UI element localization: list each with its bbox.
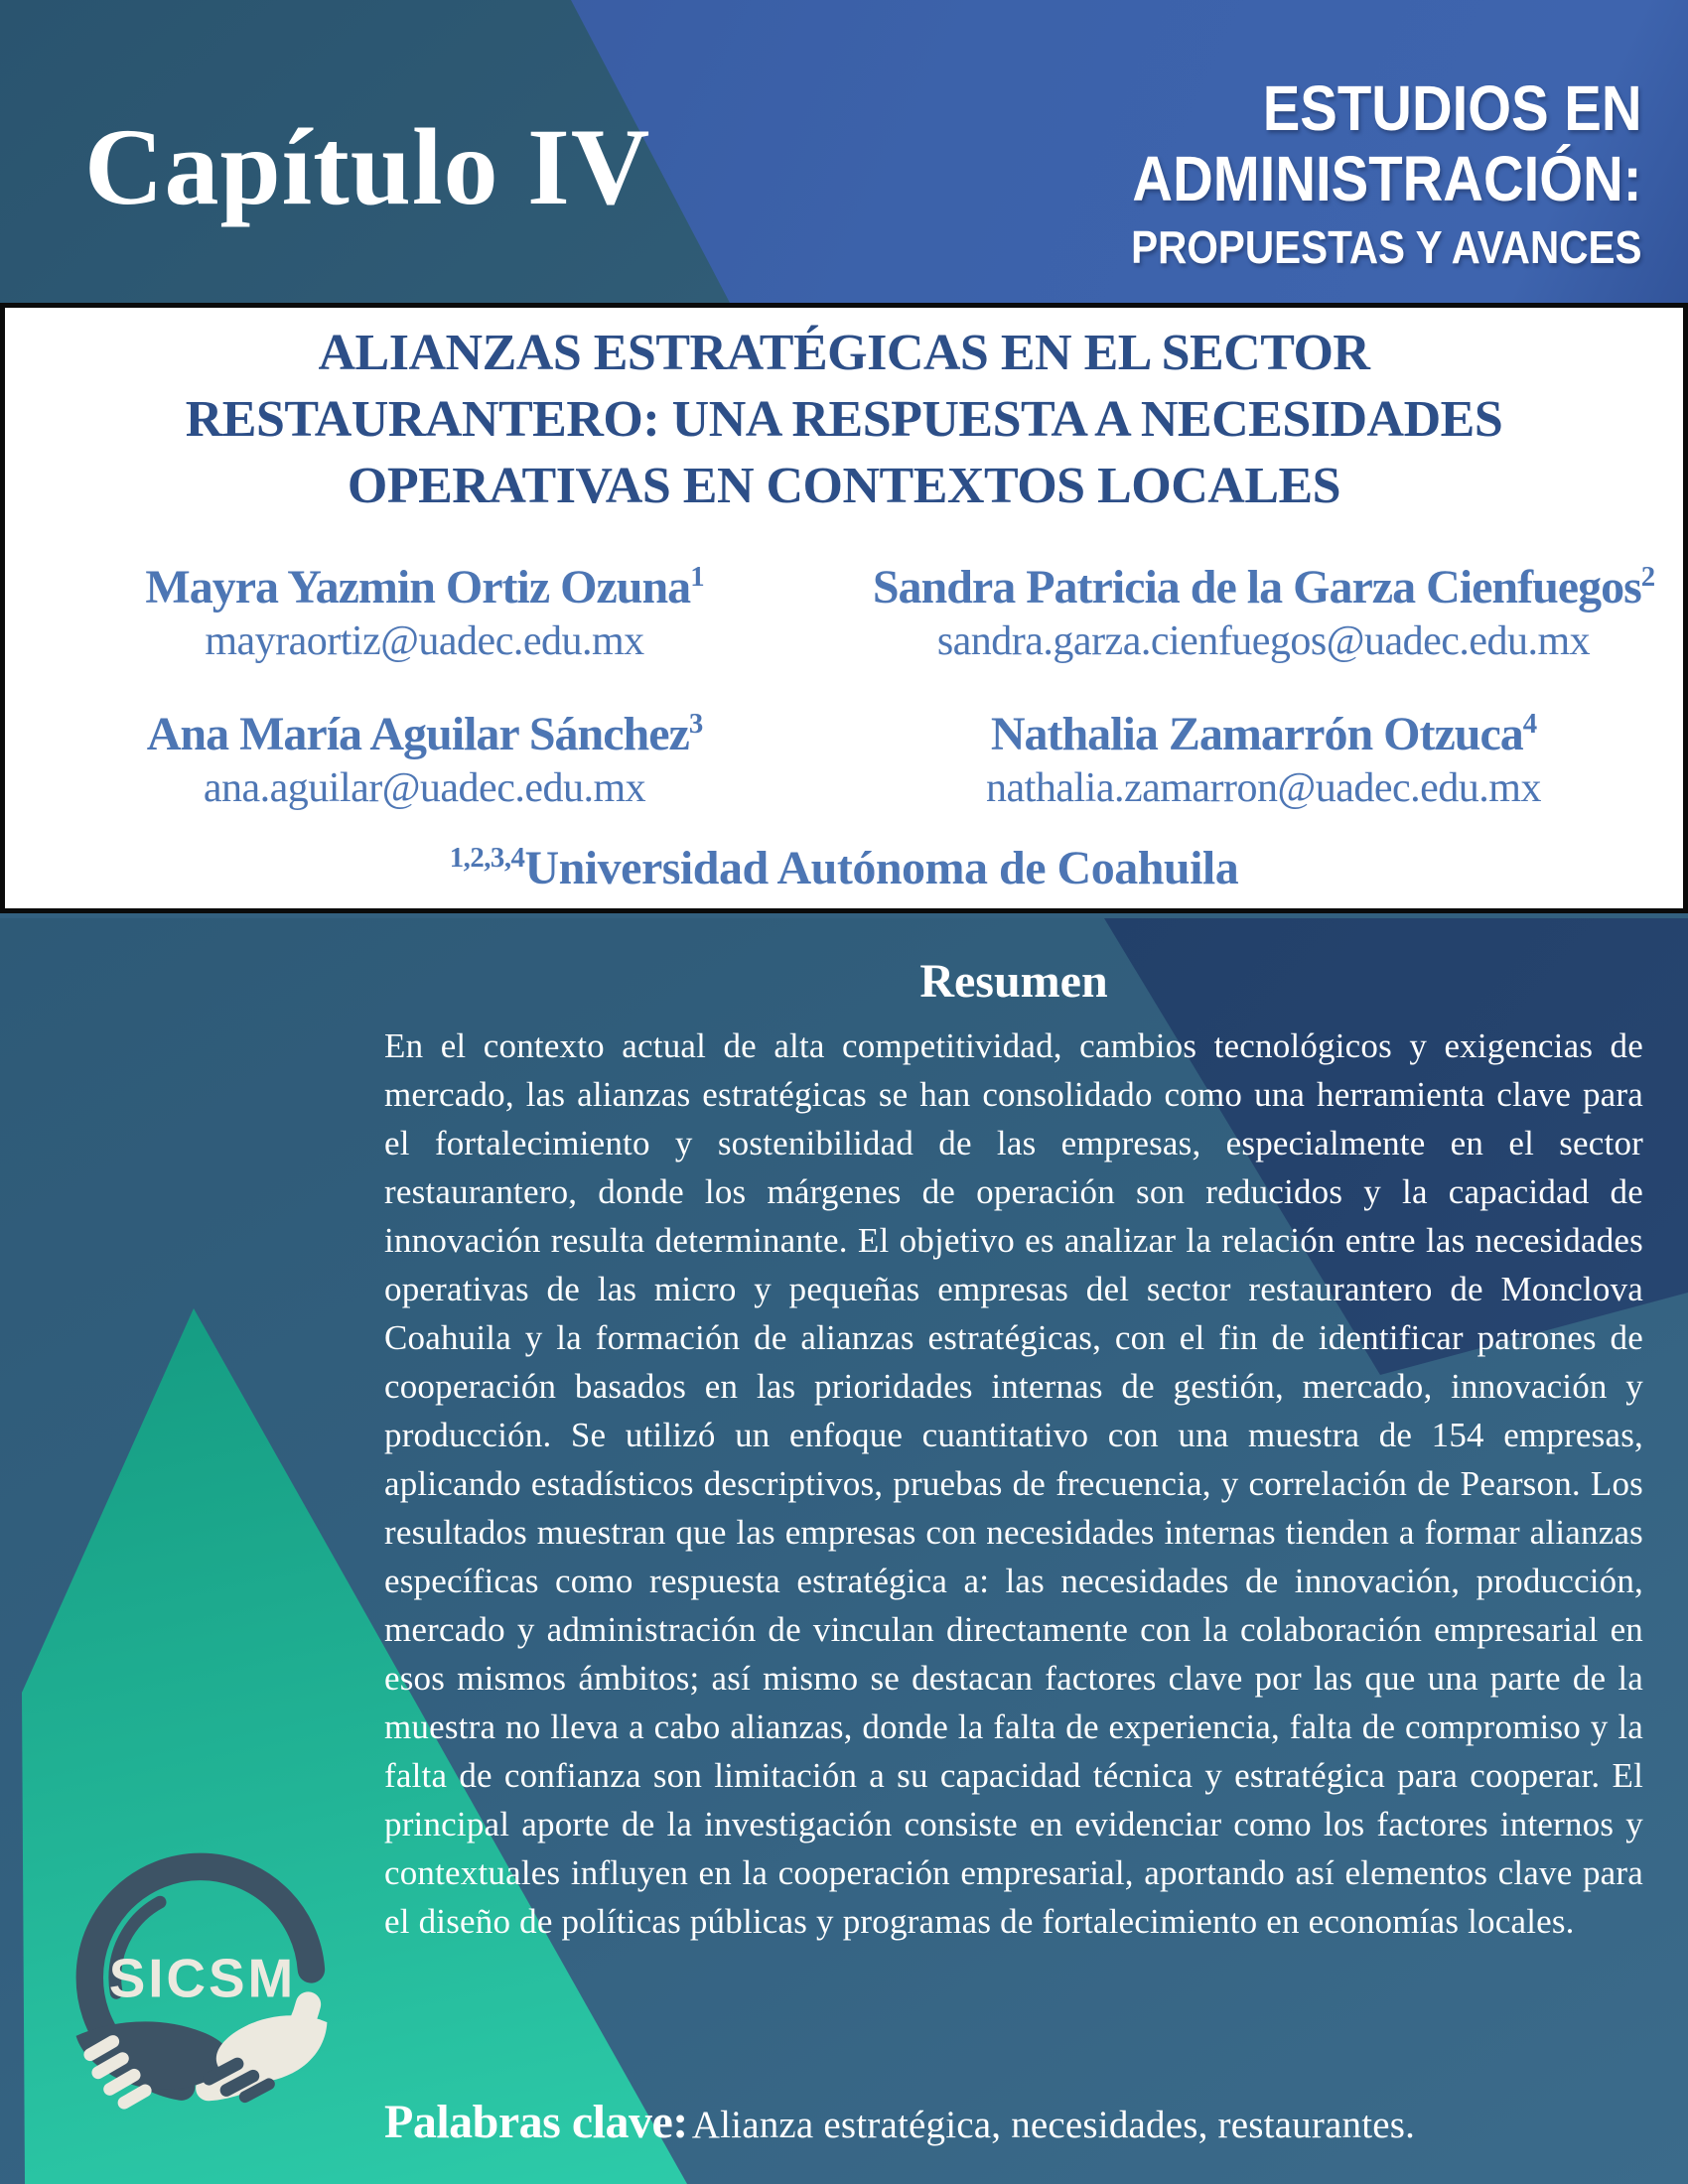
series-title-line: ESTUDIOS EN <box>1263 72 1642 144</box>
author-2 <box>844 551 1683 664</box>
keywords-text <box>692 2104 1415 2146</box>
paper-title <box>5 320 1683 519</box>
keywords-value: Alianza estratégica, necesidades, restaurantes. <box>691 2104 1416 2146</box>
author-name <box>5 698 844 760</box>
author-email: ana.aguilar@uadec.edu.mx <box>203 765 646 811</box>
title-box <box>0 303 1688 913</box>
author-email: sandra.garza.cienfuegos@uadec.edu.mx <box>936 618 1591 664</box>
author-name-text: Ana María Aguilar Sánchez <box>146 708 689 760</box>
author-superscript: 4 <box>1522 708 1537 740</box>
paper-title-line: RESTAURANTERO: UNA RESPUESTA A NECESIDADES <box>185 391 1503 448</box>
series-subtitle: PROPUESTAS Y AVANCES <box>1131 221 1642 273</box>
abstract-section <box>0 918 1688 2184</box>
author-name <box>5 551 844 614</box>
author-name-text: Mayra Yazmin Ortiz Ozuna <box>145 561 691 614</box>
keywords-label: Palabras clave: <box>384 2096 688 2148</box>
author-1 <box>5 551 844 664</box>
author-email: nathalia.zamarron@uadec.edu.mx <box>986 765 1541 811</box>
handshake-icon <box>76 1866 328 2112</box>
author-name <box>844 698 1683 760</box>
author-superscript: 1 <box>690 561 704 593</box>
author-name-text: Sandra Patricia de la Garza Cienfuegos <box>872 561 1641 614</box>
series-title-line: ADMINISTRACIÓN: <box>1132 143 1642 214</box>
author-name-text: Nathalia Zamarrón Otzuca <box>990 708 1523 760</box>
paper-title-line: ALIANZAS ESTRATÉGICAS EN EL SECTOR <box>318 325 1370 381</box>
author-superscript: 2 <box>1640 561 1655 593</box>
author-name <box>844 551 1683 614</box>
affiliation <box>5 841 1683 895</box>
keywords-line <box>384 2095 1643 2149</box>
paper-title-line: OPERATIVAS EN CONTEXTOS LOCALES <box>347 458 1341 514</box>
book-series-title <box>1132 73 1642 272</box>
chapter-title: Capítulo IV <box>84 106 651 227</box>
author-3 <box>5 698 844 811</box>
sicsm-logo <box>55 1836 347 2127</box>
author-email: mayraortiz@uadec.edu.mx <box>205 618 644 664</box>
authors-row-1 <box>5 551 1683 664</box>
abstract-heading: Resumen <box>919 955 1108 1008</box>
author-superscript: 3 <box>688 708 703 740</box>
author-4 <box>844 698 1683 811</box>
abstract-body: En el contexto actual de alta competitividad, cambios tecnológicos y exigencias de mercado, las alianzas estratégicas se han consolidado como una herramienta clave para el fortalecimiento y sostenibilidad de las empresas, especialmente en el sector restaurantero, donde los márgenes de operación son reducidos y la capacidad de innovación resulta determinante. El objetivo es analizar la relación entre las necesidades operativas de las micro y pequeñas empresas del sector restaurantero de Monclova Coahuila y la formación de alianzas estratégicas, con el fin de identificar patrones de cooperación basados en las prioridades internas de gestión, mercado, innovación y producción. Se utilizó un enfoque cuantitativo con una muestra de 154 empresas, aplicando estadísticos descriptivos, pruebas de frecuencia, y correlación de Pearson. Los resultados muestran que las empresas con necesidades internas tienden a formar alianzas específicas como respuesta estratégica a: las necesidades de innovación, producción, mercado y administración de vinculan directamente con la colaboración empresarial en esos mismos ámbitos; así mismo se destacan factores clave por las que una parte de la muestra no lleva a cabo alianzas, donde la falta de experiencia, falta de compromiso y la falta de confianza son limitación a su capacidad técnica y estratégica para cooperar. El principal aporte de la investigación consiste en evidenciar como los factores internos y contextuales influyen en la cooperación empresarial, aportando así elementos clave para el diseño de políticas públicas y programas de fortalecimiento en economías locales. <box>384 1026 1643 1941</box>
affiliation-superscript: 1,2,3,4 <box>449 842 525 874</box>
affiliation-name: Universidad Autónoma de Coahuila <box>524 842 1239 894</box>
header-band <box>0 0 1688 303</box>
authors-row-2 <box>5 698 1683 811</box>
logo-acronym: SICSM <box>108 1947 297 2009</box>
